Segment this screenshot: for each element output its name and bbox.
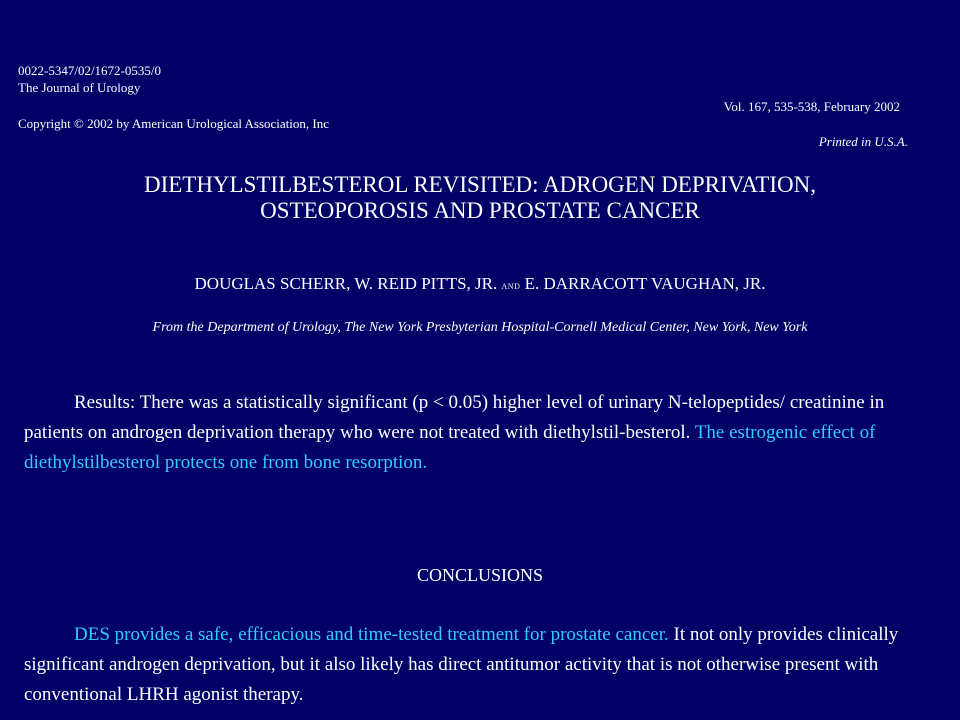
authors	[0, 274, 960, 294]
affiliation: From the Department of Urology, The New York Presbyterian Hospital-Cornell Medical Center, New York, New York	[152, 320, 808, 335]
authors-part-1: DOUGLAS SCHERR, W. REID PITTS, JR.	[194, 274, 498, 293]
results-text: Results: There was a statistically significant (p < 0.05) higher level of urinary N-telopeptides/ creatinine in patients on androgen deprivation therapy who were not treated with diethylstil-besterol.	[24, 392, 885, 443]
authors-and: AND	[501, 282, 521, 291]
title-line-2: OSTEOPOROSIS AND PROSTATE CANCER	[260, 198, 700, 223]
title-line-1: DIETHYLSTILBESTEROL REVISITED: ADROGEN DEPRIVATION,	[143, 172, 817, 197]
conclusions-paragraph	[24, 620, 944, 710]
results-highlight: The estrogenic effect of diethylstilbesterol protects one from bone resorption.	[24, 422, 876, 473]
journal-code: 0022-5347/02/1672-0535/0	[18, 63, 161, 78]
article-title	[0, 172, 960, 224]
conclusions-heading: CONCLUSIONS	[416, 565, 544, 585]
copyright: Copyright © 2002 by American Urological Association, Inc	[18, 116, 329, 131]
header-left	[18, 62, 161, 96]
journal-name: The Journal of Urology	[18, 80, 141, 95]
conclusions-text: It not only provides clinically significant androgen deprivation, but it also likely has direct antitumor activity that is not otherwise present with conventional LHRH agonist therapy.	[24, 624, 899, 705]
authors-part-2: E. DARRACOTT VAUGHAN, JR.	[524, 274, 766, 293]
printed-in: Printed in U.S.A.	[818, 134, 908, 149]
volume-info: Vol. 167, 535-538, February 2002	[723, 99, 900, 114]
results-paragraph	[24, 388, 944, 478]
conclusions-highlight: DES provides a safe, efficacious and time-tested treatment for prostate cancer.	[74, 624, 669, 645]
